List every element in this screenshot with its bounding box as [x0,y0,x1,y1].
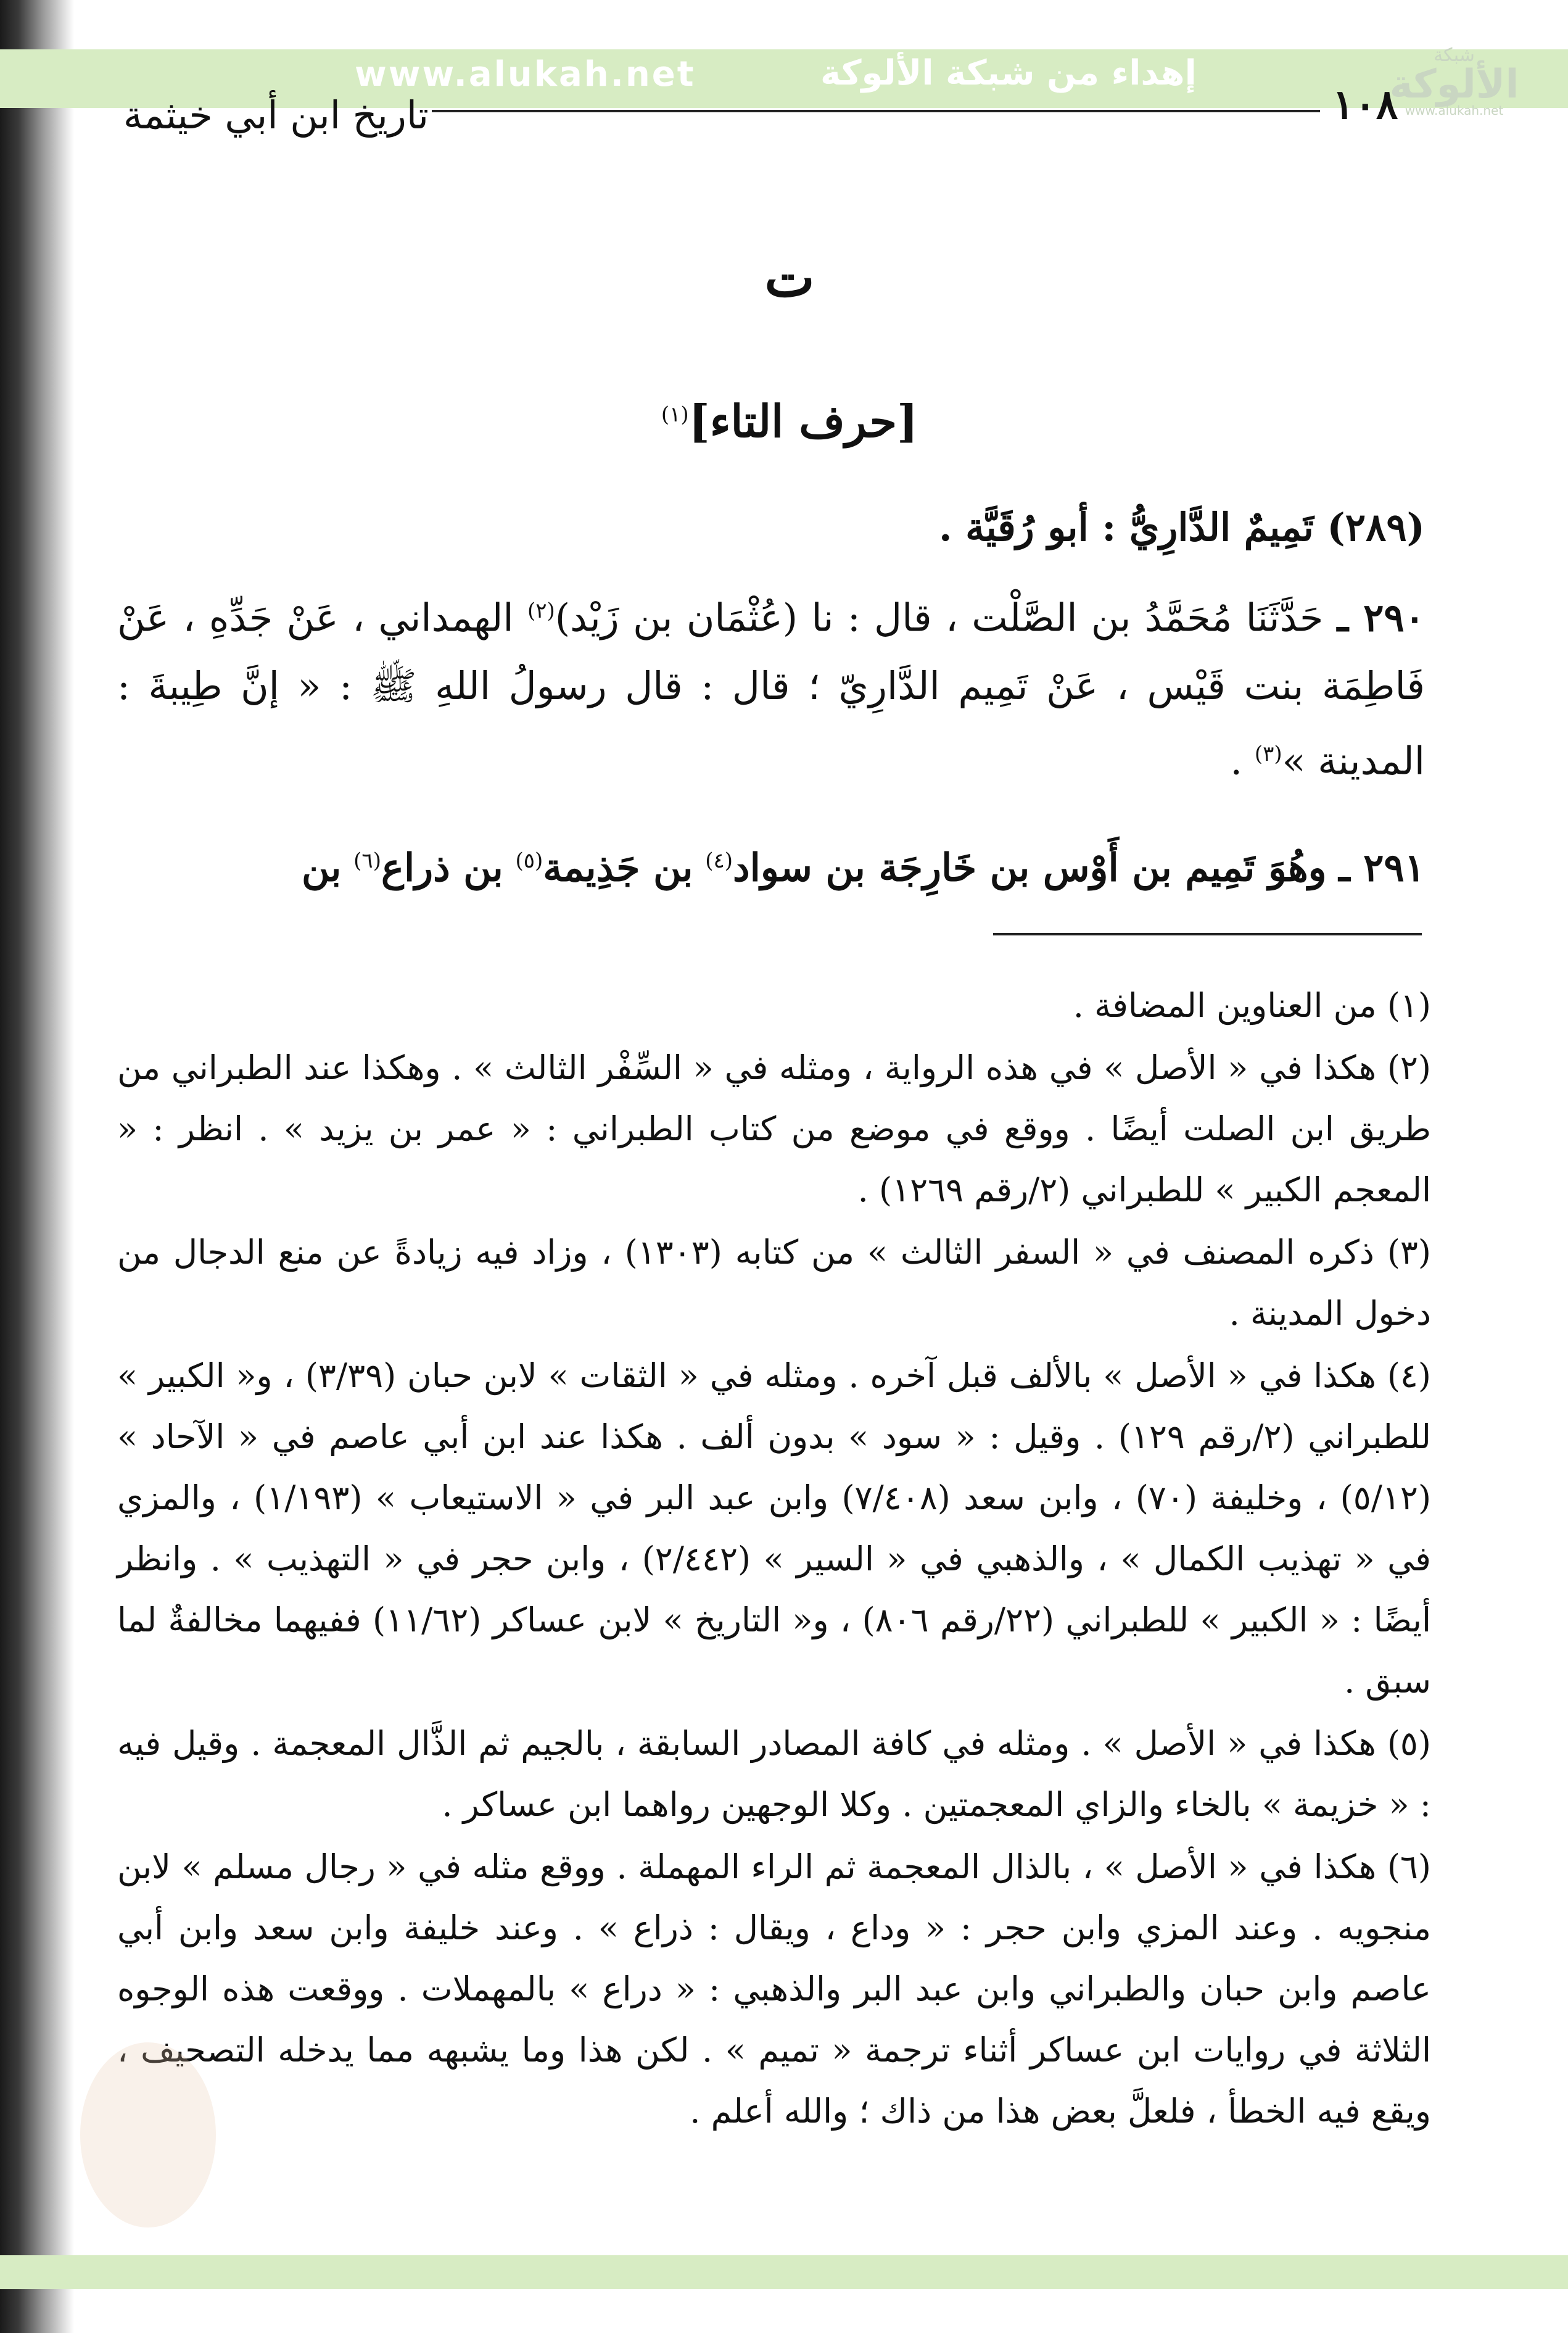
book-title: تاريخ ابن أبي خيثمة [123,93,429,138]
entry-291-part2: بن جَذِيمة [543,845,693,890]
footnote-separator [993,933,1422,935]
section-letter: ت [764,247,815,309]
alukah-logo [1379,44,1530,125]
logo-url-text: www.alukah.net [1405,103,1504,118]
entry-290-matn: الهمداني ، عَنْ جَدِّهِ ، عَنْ فَاطِمَة بنت قَيْس ، عَنْ تَمِيم الدَّارِيّ ؛ قال : قال رسولُ اللهِ ﷺ : « إنَّ طِيبةَ : المدينة » [117,595,1425,784]
entry-290-end: . [1230,738,1243,784]
bottom-band [0,2255,1568,2289]
page-number: ١٠٨ [1332,80,1398,128]
entry-291-number: ٢٩١ ـ [1339,845,1425,890]
watermark-site: www.alukah.net [355,54,696,94]
chapter-heading-text: [حرف التاء] [688,395,918,447]
entry-291 [117,827,1425,902]
entry-290-isnad: حَدَّثَنَا مُحَمَّدُ بن الصَّلْت ، قال : نا (عُثْمَان بن زَيْد) [555,595,1324,640]
footnote-ref: (٣) [1254,741,1282,766]
scan-edge-shadow [0,0,74,2333]
footnote-2: (٢) هكذا في « الأصل » في هذه الرواية ، ومثله في « السِّفْر الثالث » . وهكذا عند الطبراني من طريق ابن الصلت أيضًا . ووقع في موضع من كتاب الطبراني : « عمر بن يزيد » . انظر : « المعجم الكبير » للطبراني (٢/رقم ١٢٦٩) . [117,1048,1431,1209]
footnotes [117,975,1431,2143]
footnote-ref: (٥) [515,848,543,873]
entry-291-part1: وهُوَ تَمِيم بن أَوْس بن خَارِجَة بن سواد [733,845,1327,890]
watermark-gift: إهداء من شبكة الألوكة [820,53,1197,93]
logo-top-text: شبكة [1434,44,1475,66]
footnote-3: (٣) ذكره المصنف في « السفر الثالث » من كتابه (١٣٠٣) ، وزاد فيه زيادةً عن منع الدجال من دخول المدينة . [117,1233,1431,1333]
footnote-6: (٦) هكذا في « الأصل » ، بالذال المعجمة ثم الراء المهملة . ووقع مثله في « رجال مسلم » لابن منجويه . وعند المزي وابن حجر : « وداع ، ويقال : ذراع » . وعند خليفة وابن سعد وابن أبي عاصم وابن حبان والطبراني وابن عبد البر والذهبي : « دراع » بالمهملات . ووقعت هذه الوجوه الثلاثة في روايات ابن عساكر أثناء ترجمة « تميم » . لكن هذا وما يشبهه مما يدخله التصحيف ، ويقع فيه الخطأ ، فلعلَّ بعض هذا من ذاك ؛ والله أعلم . [117,1847,1431,2131]
logo-main-text: الألوكة [1389,62,1519,107]
footnote-4: (٤) هكذا في « الأصل » بالألف قبل آخره . ومثله في « الثقات » لابن حبان (٣/٣٩) ، و« الكبير » للطبراني (٢/رقم ١٢٩) . وقيل : « سود » بدون ألف . هكذا عند ابن أبي عاصم في « الآحاد » (٥/١٢) ، وخليفة (٧٠) ، وابن سعد (٧/٤٠٨) وابن عبد البر في « الاستيعاب » (١/١٩٣) ، والمزي في « تهذيب الكمال » ، والذهبي في « السير » (٢/٤٤٢) ، وابن حجر في « التهذيب » . وانظر أيضًا : « الكبير » للطبراني (٢٢/رقم ٨٠٦) ، و« التاريخ » لابن عساكر (١١/٦٢) ففيهما مخالفةٌ لما سبق . [117,1356,1432,1701]
entry-290 [117,577,1425,795]
entry-289 [117,494,1425,561]
footnote-ref: (٢) [527,599,555,623]
entry-291-part3: بن ذراع [381,845,503,890]
footnote-5: (٥) هكذا في « الأصل » . ومثله في كافة المصادر السابقة ، بالجيم ثم الذَّال المعجمة . وقيل فيه : « خزيمة » بالخاء والزاي المعجمتين . وكلا الوجهين رواهما ابن عساكر . [117,1724,1431,1824]
footnote-ref: (٦) [353,848,381,873]
footnote-ref: (٤) [705,848,733,873]
chapter-heading [555,395,1024,447]
entry-289-text: (٢٨٩) تَمِيمٌ الدَّارِيُّ : أبو رُقَيَّة . [938,505,1425,550]
footnote-ref: (١) [661,402,689,427]
entry-291-part4: بن [301,845,342,890]
corner-stamp [80,2042,216,2227]
header-rule [432,110,1320,112]
footnote-1: (١) من العناوين المضافة . [1073,986,1431,1025]
entry-290-number: ٢٩٠ ـ [1337,595,1426,640]
